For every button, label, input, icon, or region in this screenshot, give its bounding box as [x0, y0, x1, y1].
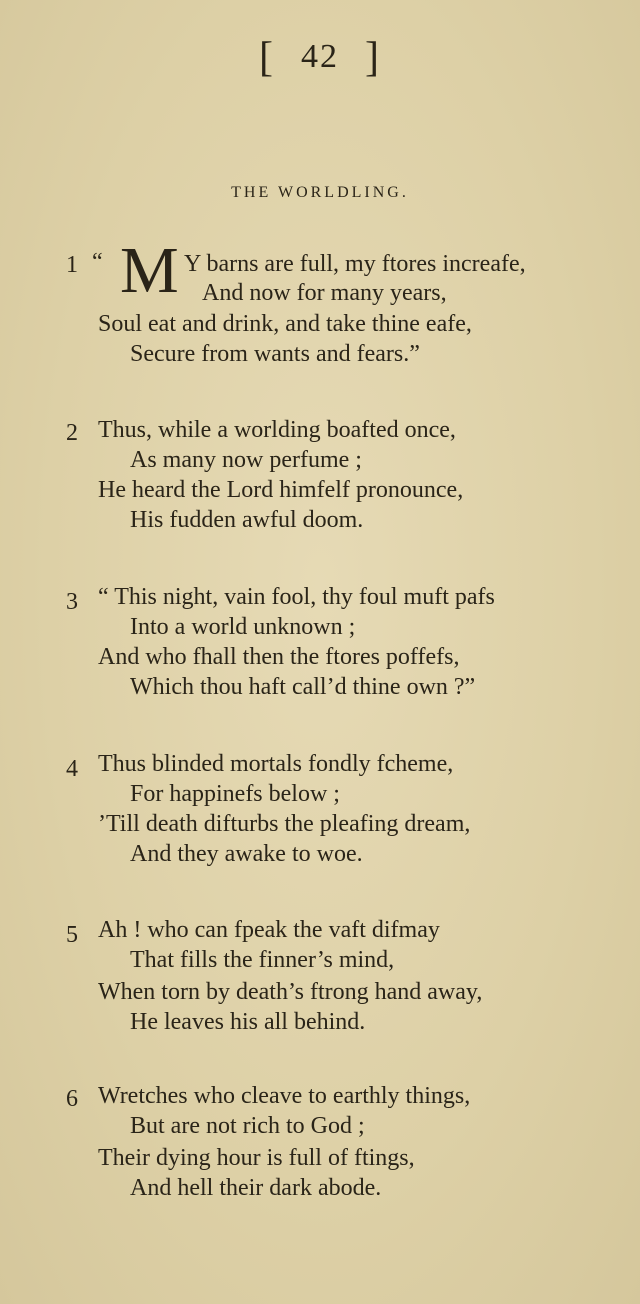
stanza-line: Thus, while a worlding boafted once,	[98, 417, 456, 443]
stanza-line: As many now perfume ;	[130, 447, 362, 473]
stanza-number: 5	[66, 922, 78, 948]
stanza-line: Y barns are full, my ftores increafe,	[184, 251, 526, 277]
drop-cap: M	[120, 234, 179, 307]
stanza-line: Secure from wants and fears.”	[130, 341, 420, 367]
stanza-line: When torn by death’s ftrong hand away,	[98, 979, 483, 1005]
stanza-line: He leaves his all behind.	[130, 1009, 366, 1035]
stanza-line: Their dying hour is full of ftings,	[98, 1145, 415, 1171]
stanza-number: 3	[66, 589, 78, 615]
stanza-line: That fills the finner’s mind,	[130, 947, 395, 973]
stanza-line: Into a world unknown ;	[130, 614, 356, 640]
stanza-line: But are not rich to God ;	[130, 1113, 365, 1139]
stanza-line: And who fhall then the ftores poffefs,	[98, 644, 460, 670]
stanza-line: Wretches who cleave to earthly things,	[98, 1083, 471, 1109]
left-bracket: [	[259, 35, 275, 81]
stanza-line: Which thou haft call’d thine own ?”	[130, 674, 476, 700]
hymn-title: THE WORLDLING.	[231, 184, 409, 201]
page-number: 42	[301, 38, 339, 75]
opening-quote: “	[92, 249, 103, 275]
page-header	[0, 34, 640, 82]
stanza-line: And now for many years,	[202, 280, 447, 306]
stanza-line: Thus blinded mortals fondly fcheme,	[98, 751, 454, 777]
stanza-line: ’Till death difturbs the pleafing dream,	[98, 811, 471, 837]
right-bracket: ]	[365, 35, 381, 81]
stanza-number: 2	[66, 420, 78, 446]
stanza-line: Soul eat and drink, and take thine eafe,	[98, 311, 472, 337]
stanza-line: He heard the Lord himfelf pronounce,	[98, 477, 464, 503]
stanza-line: And hell their dark abode.	[130, 1175, 382, 1201]
stanza-number: 1	[66, 252, 78, 278]
stanza-line: For happinefs below ;	[130, 781, 340, 807]
stanza-number: 6	[66, 1086, 78, 1112]
stanza-line: His fudden awful doom.	[130, 507, 364, 533]
stanza-line: “ This night, vain fool, thy foul muft pafs	[98, 584, 495, 610]
stanza-line: And they awake to woe.	[130, 841, 363, 867]
stanza-number: 4	[66, 756, 78, 782]
stanza-line: Ah ! who can fpeak the vaft difmay	[98, 917, 440, 943]
